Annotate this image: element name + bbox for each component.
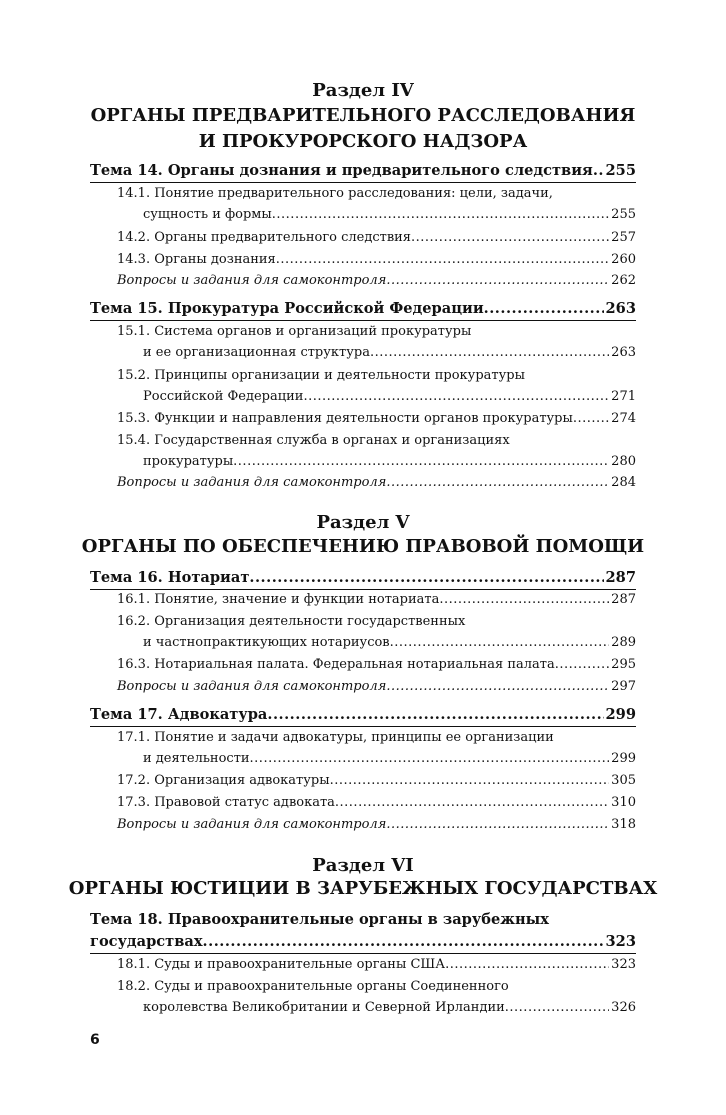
toc-questions[interactable] <box>117 271 636 291</box>
toc-topic[interactable] <box>90 160 636 182</box>
page-ref: 271 <box>611 389 636 404</box>
page-ref: 323 <box>611 957 636 972</box>
toc-questions[interactable] <box>117 677 636 697</box>
toc-item[interactable] <box>117 250 636 270</box>
toc-item[interactable] <box>143 205 636 225</box>
topic-title: Тема 16. Нотариат <box>90 569 250 586</box>
dot-leader <box>370 343 609 363</box>
toc-item-line[interactable]: 16.2. Организация деятельности государственных <box>117 614 466 629</box>
dot-leader <box>573 409 609 429</box>
page-ref: 323 <box>605 933 636 950</box>
toc-item-line[interactable]: 17.1. Понятие и задачи адвокатуры, принципы ее организации <box>117 730 554 745</box>
item-title: Вопросы и задания для самоконтроля <box>117 679 387 694</box>
page-ref: 299 <box>605 706 636 723</box>
page-ref: 287 <box>605 569 636 586</box>
toc-topic[interactable] <box>90 704 636 726</box>
toc-item-line[interactable]: 18.2. Суды и правоохранительные органы Соединенного <box>117 979 509 994</box>
toc-item[interactable] <box>117 655 636 675</box>
dot-leader <box>593 160 604 182</box>
item-title: прокуратуры <box>143 454 234 469</box>
item-title: 16.1. Понятие, значение и функции нотариата <box>117 592 440 607</box>
page-ref: 260 <box>611 252 636 267</box>
dot-leader <box>203 931 604 953</box>
item-title: 17.2. Организация адвокатуры <box>117 773 330 788</box>
toc-item[interactable] <box>117 409 636 429</box>
section-label: Раздел VI <box>312 855 414 876</box>
section-title-line: И ПРОКУРОРСКОГО НАДЗОРА <box>198 131 528 152</box>
section-title-line: ОРГАНЫ ПО ОБЕСПЕЧЕНИЮ ПРАВОВОЙ ПОМОЩИ <box>81 536 645 557</box>
toc-item-line[interactable]: 14.1. Понятие предварительного расследования: цели, задачи, <box>117 186 553 201</box>
topic-title: Тема 17. Адвокатура <box>90 706 268 723</box>
toc-questions[interactable] <box>117 815 636 835</box>
item-title: и частнопрактикующих нотариусов <box>143 635 390 650</box>
page-ref: 274 <box>611 411 636 426</box>
page-ref: 326 <box>611 1000 636 1015</box>
item-title: 14.3. Органы дознания <box>117 252 276 267</box>
topic-rule <box>90 182 636 183</box>
dot-leader <box>386 473 609 493</box>
toc-item[interactable] <box>117 590 636 610</box>
dot-leader <box>233 452 609 472</box>
toc-questions[interactable] <box>117 473 636 493</box>
item-title: 14.2. Органы предварительного следствия <box>117 230 412 245</box>
dot-leader <box>484 298 604 320</box>
page-ref: 287 <box>611 592 636 607</box>
dot-leader <box>249 567 603 589</box>
section-label: Раздел V <box>316 512 410 533</box>
toc-item[interactable] <box>117 955 636 975</box>
toc-topic[interactable] <box>90 567 636 589</box>
dot-leader <box>445 955 609 975</box>
item-title: 18.1. Суды и правоохранительные органы США <box>117 957 446 972</box>
dot-leader <box>439 590 609 610</box>
page-ref: 289 <box>611 635 636 650</box>
page-ref: 318 <box>611 817 636 832</box>
dot-leader <box>272 205 609 225</box>
item-title: 15.3. Функции и направления деятельности органов прокуратуры <box>117 411 573 426</box>
dot-leader <box>330 771 610 791</box>
toc-item[interactable] <box>143 387 636 407</box>
page-ref: 284 <box>611 475 636 490</box>
toc-item[interactable] <box>117 228 636 248</box>
topic-title: государствах <box>90 933 203 950</box>
toc-topic[interactable] <box>90 298 636 320</box>
toc-item[interactable] <box>117 771 636 791</box>
dot-leader <box>386 271 609 291</box>
toc-item[interactable] <box>143 343 636 363</box>
item-title: Вопросы и задания для самоконтроля <box>117 817 387 832</box>
page-ref: 305 <box>611 773 636 788</box>
section-title <box>60 534 666 560</box>
page-ref: 255 <box>605 162 636 179</box>
dot-leader <box>250 749 610 769</box>
section-title <box>60 103 666 155</box>
toc-item[interactable] <box>143 452 636 472</box>
section-title-line: ОРГАНЫ ЮСТИЦИИ В ЗАРУБЕЖНЫХ ГОСУДАРСТВАХ <box>68 878 658 899</box>
dot-leader <box>276 250 609 270</box>
topic-rule <box>90 953 636 954</box>
topic-title-line[interactable]: Тема 18. Правоохранительные органы в зарубежных <box>90 911 549 928</box>
topic-title: Тема 15. Прокуратура Российской Федерации <box>90 300 484 317</box>
dot-leader <box>335 793 609 813</box>
page-ref: 310 <box>611 795 636 810</box>
toc-topic[interactable] <box>90 931 636 953</box>
toc-item[interactable] <box>143 633 636 653</box>
page-ref: 299 <box>611 751 636 766</box>
item-title: Вопросы и задания для самоконтроля <box>117 273 387 288</box>
toc-item-line[interactable]: 15.4. Государственная служба в органах и организациях <box>117 433 510 448</box>
page-ref: 263 <box>605 300 636 317</box>
toc-item[interactable] <box>143 998 636 1018</box>
section-title-line: ОРГАНЫ ПРЕДВАРИТЕЛЬНОГО РАССЛЕДОВАНИЯ <box>90 105 636 126</box>
toc-item[interactable] <box>117 793 636 813</box>
item-title: Российской Федерации <box>143 389 304 404</box>
page-ref: 257 <box>611 230 636 245</box>
page-ref: 263 <box>611 345 636 360</box>
item-title: и деятельности <box>143 751 250 766</box>
page-ref: 255 <box>611 207 636 222</box>
page-ref: 280 <box>611 454 636 469</box>
topic-title: Тема 14. Органы дознания и предварительного следствия <box>90 162 593 179</box>
item-title: и ее организационная структура <box>143 345 370 360</box>
item-title: Вопросы и задания для самоконтроля <box>117 475 387 490</box>
dot-leader <box>386 677 609 697</box>
toc-item[interactable] <box>143 749 636 769</box>
toc-item-line[interactable]: 15.2. Принципы организации и деятельности прокуратуры <box>117 368 525 383</box>
dot-leader <box>303 387 609 407</box>
dot-leader <box>411 228 609 248</box>
page-ref: 297 <box>611 679 636 694</box>
page-ref: 262 <box>611 273 636 288</box>
dot-leader <box>390 633 610 653</box>
item-title: 17.3. Правовой статус адвоката <box>117 795 335 810</box>
topic-rule <box>90 726 636 727</box>
page-ref: 295 <box>611 657 636 672</box>
section-title <box>60 876 666 902</box>
toc-item-line[interactable]: 15.1. Система органов и организаций прокуратуры <box>117 324 472 339</box>
dot-leader <box>267 704 603 726</box>
dot-leader <box>505 998 609 1018</box>
dot-leader <box>555 655 609 675</box>
item-title: сущность и формы <box>143 207 272 222</box>
dot-leader <box>386 815 609 835</box>
item-title: 16.3. Нотариальная палата. Федеральная нотариальная палата <box>117 657 555 672</box>
section-label: Раздел IV <box>312 80 414 101</box>
topic-rule <box>90 320 636 321</box>
page-number: 6 <box>90 1032 100 1048</box>
item-title: королевства Великобритании и Северной Ирландии <box>143 1000 505 1015</box>
